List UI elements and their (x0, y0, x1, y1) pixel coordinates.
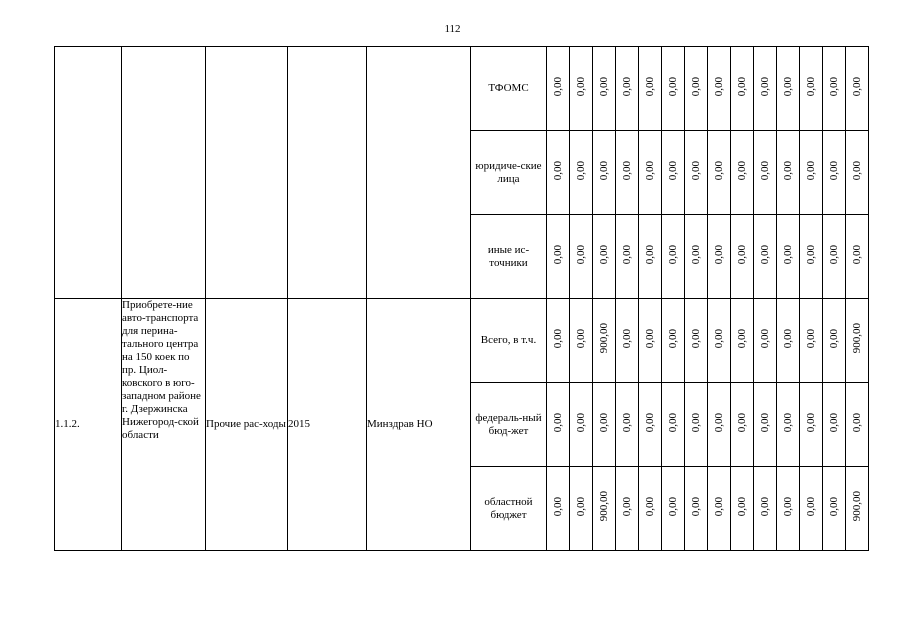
value-cell (846, 467, 869, 551)
value-text: 900,00 (850, 323, 863, 354)
table-row (55, 47, 869, 131)
value-cell (800, 383, 823, 467)
value-text: 0,00 (735, 412, 748, 433)
value-text: 0,00 (689, 412, 702, 433)
value-text: 0,00 (689, 76, 702, 97)
value-text: 900,00 (850, 491, 863, 522)
value-text: 0,00 (551, 496, 564, 517)
value-cell (639, 299, 662, 383)
value-cell (800, 131, 823, 215)
value-cell (662, 131, 685, 215)
value-cell (754, 299, 777, 383)
expense-cell-empty (206, 47, 288, 299)
value-cell (731, 47, 754, 131)
value-cell (570, 467, 593, 551)
value-text: 0,00 (712, 76, 725, 97)
value-text: 0,00 (620, 160, 633, 181)
value-cell (708, 47, 731, 131)
value-cell (616, 299, 639, 383)
funding-source: иные ис-точники (471, 215, 547, 299)
value-cell (685, 215, 708, 299)
value-cell (639, 215, 662, 299)
value-cell (547, 383, 570, 467)
value-text: 0,00 (758, 496, 771, 517)
value-cell (616, 383, 639, 467)
value-cell (547, 467, 570, 551)
value-cell (731, 467, 754, 551)
value-text: 0,00 (827, 244, 840, 265)
value-text: 0,00 (620, 328, 633, 349)
value-text: 0,00 (850, 244, 863, 265)
value-cell (593, 467, 616, 551)
value-text: 0,00 (804, 496, 817, 517)
value-text: 0,00 (804, 160, 817, 181)
value-cell (800, 299, 823, 383)
value-text: 0,00 (781, 244, 794, 265)
value-text: 0,00 (735, 496, 748, 517)
value-cell (708, 383, 731, 467)
value-text: 0,00 (666, 328, 679, 349)
value-text: 0,00 (712, 496, 725, 517)
value-cell (777, 131, 800, 215)
value-text: 0,00 (643, 244, 656, 265)
value-cell (685, 467, 708, 551)
value-text: 0,00 (781, 496, 794, 517)
code-cell-empty (55, 47, 122, 299)
value-text: 0,00 (597, 412, 610, 433)
name-cell-empty (122, 47, 206, 299)
value-cell (800, 467, 823, 551)
value-cell (639, 383, 662, 467)
value-cell (823, 131, 846, 215)
value-text: 0,00 (666, 76, 679, 97)
value-cell (639, 47, 662, 131)
value-cell (570, 383, 593, 467)
value-text: 0,00 (574, 496, 587, 517)
year-cell-empty (288, 47, 367, 299)
funding-source: федераль-ный бюд-жет (471, 383, 547, 467)
value-text: 0,00 (827, 160, 840, 181)
value-cell (754, 131, 777, 215)
value-text: 0,00 (551, 160, 564, 181)
budget-table (54, 46, 869, 551)
value-text: 0,00 (827, 496, 840, 517)
value-cell (777, 299, 800, 383)
value-text: 0,00 (850, 160, 863, 181)
value-text: 0,00 (758, 160, 771, 181)
value-text: 0,00 (666, 496, 679, 517)
value-cell (777, 383, 800, 467)
value-text: 0,00 (620, 412, 633, 433)
value-text: 0,00 (804, 244, 817, 265)
value-cell (685, 383, 708, 467)
table-row (55, 299, 869, 383)
value-text: 0,00 (574, 328, 587, 349)
value-cell (823, 47, 846, 131)
value-cell (593, 131, 616, 215)
value-cell (570, 299, 593, 383)
value-cell (731, 131, 754, 215)
value-cell (708, 215, 731, 299)
value-text: 0,00 (781, 76, 794, 97)
value-text: 0,00 (804, 412, 817, 433)
value-cell (570, 131, 593, 215)
value-text: 0,00 (551, 412, 564, 433)
value-cell (777, 467, 800, 551)
item-name: Приобрете-ние авто-транспорта для перина-тального центра на 150 коек по пр. Циол-ковского в юго-западном районе г. Дзержинска Нижегород-ской области (122, 299, 206, 551)
value-cell (547, 47, 570, 131)
value-text: 0,00 (574, 160, 587, 181)
value-text: 0,00 (735, 244, 748, 265)
value-cell (547, 299, 570, 383)
value-cell (754, 467, 777, 551)
value-text: 0,00 (689, 496, 702, 517)
value-text: 0,00 (827, 328, 840, 349)
value-cell (662, 299, 685, 383)
value-text: 0,00 (712, 244, 725, 265)
value-cell (570, 215, 593, 299)
value-text: 0,00 (804, 328, 817, 349)
value-cell (593, 215, 616, 299)
value-text: 0,00 (574, 76, 587, 97)
value-text: 0,00 (643, 328, 656, 349)
executor-cell-empty (367, 47, 471, 299)
value-cell (593, 383, 616, 467)
value-text: 0,00 (827, 76, 840, 97)
value-text: 0,00 (850, 412, 863, 433)
value-cell (547, 131, 570, 215)
value-text: 0,00 (735, 160, 748, 181)
value-cell (616, 215, 639, 299)
value-cell (616, 47, 639, 131)
value-text: 0,00 (689, 160, 702, 181)
funding-source: юридиче-ские лица (471, 131, 547, 215)
value-cell (846, 383, 869, 467)
value-text: 0,00 (850, 76, 863, 97)
value-text: 0,00 (620, 244, 633, 265)
value-cell (708, 131, 731, 215)
funding-source: Всего, в т.ч. (471, 299, 547, 383)
value-text: 0,00 (827, 412, 840, 433)
value-cell (823, 383, 846, 467)
value-cell (593, 47, 616, 131)
value-text: 0,00 (620, 496, 633, 517)
value-cell (754, 47, 777, 131)
value-text: 0,00 (781, 160, 794, 181)
item-code: 1.1.2. (55, 299, 122, 551)
value-text: 0,00 (781, 328, 794, 349)
value-cell (823, 467, 846, 551)
value-cell (823, 215, 846, 299)
value-text: 0,00 (758, 76, 771, 97)
value-cell (662, 467, 685, 551)
funding-source: областной бюджет (471, 467, 547, 551)
value-cell (846, 215, 869, 299)
value-cell (731, 299, 754, 383)
value-text: 0,00 (551, 76, 564, 97)
value-text: 0,00 (574, 244, 587, 265)
value-cell (846, 299, 869, 383)
value-cell (731, 383, 754, 467)
value-cell (570, 47, 593, 131)
value-cell (846, 131, 869, 215)
value-text: 0,00 (735, 328, 748, 349)
value-text: 0,00 (551, 244, 564, 265)
value-cell (685, 131, 708, 215)
value-cell (708, 299, 731, 383)
value-cell (800, 215, 823, 299)
value-cell (685, 47, 708, 131)
value-cell (754, 215, 777, 299)
value-cell (754, 383, 777, 467)
value-text: 0,00 (758, 412, 771, 433)
funding-source: ТФОМС (471, 47, 547, 131)
value-cell (639, 131, 662, 215)
value-text: 900,00 (597, 323, 610, 354)
value-text: 0,00 (804, 76, 817, 97)
value-cell (731, 215, 754, 299)
value-cell (616, 131, 639, 215)
executor: Минздрав НО (367, 299, 471, 551)
value-text: 0,00 (712, 160, 725, 181)
value-text: 0,00 (643, 412, 656, 433)
value-text: 0,00 (758, 244, 771, 265)
value-cell (777, 215, 800, 299)
value-cell (823, 299, 846, 383)
value-text: 0,00 (551, 328, 564, 349)
value-text: 0,00 (666, 412, 679, 433)
value-text: 0,00 (597, 76, 610, 97)
value-text: 0,00 (689, 244, 702, 265)
value-text: 0,00 (597, 160, 610, 181)
year: 2015 (288, 299, 367, 551)
value-text: 0,00 (758, 328, 771, 349)
value-text: 900,00 (597, 491, 610, 522)
value-cell (639, 467, 662, 551)
value-text: 0,00 (620, 76, 633, 97)
value-text: 0,00 (574, 412, 587, 433)
value-text: 0,00 (781, 412, 794, 433)
value-text: 0,00 (689, 328, 702, 349)
value-text: 0,00 (712, 412, 725, 433)
value-cell (777, 47, 800, 131)
value-cell (547, 215, 570, 299)
page-number: 112 (444, 23, 461, 35)
value-cell (800, 47, 823, 131)
value-cell (616, 467, 639, 551)
value-text: 0,00 (643, 496, 656, 517)
value-cell (662, 47, 685, 131)
expense-type: Прочие рас-ходы (206, 299, 288, 551)
value-cell (662, 383, 685, 467)
value-cell (662, 215, 685, 299)
value-text: 0,00 (666, 244, 679, 265)
value-text: 0,00 (712, 328, 725, 349)
value-cell (846, 47, 869, 131)
value-text: 0,00 (666, 160, 679, 181)
value-text: 0,00 (643, 160, 656, 181)
value-cell (708, 467, 731, 551)
value-cell (685, 299, 708, 383)
value-cell (593, 299, 616, 383)
value-text: 0,00 (597, 244, 610, 265)
value-text: 0,00 (735, 76, 748, 97)
value-text: 0,00 (643, 76, 656, 97)
